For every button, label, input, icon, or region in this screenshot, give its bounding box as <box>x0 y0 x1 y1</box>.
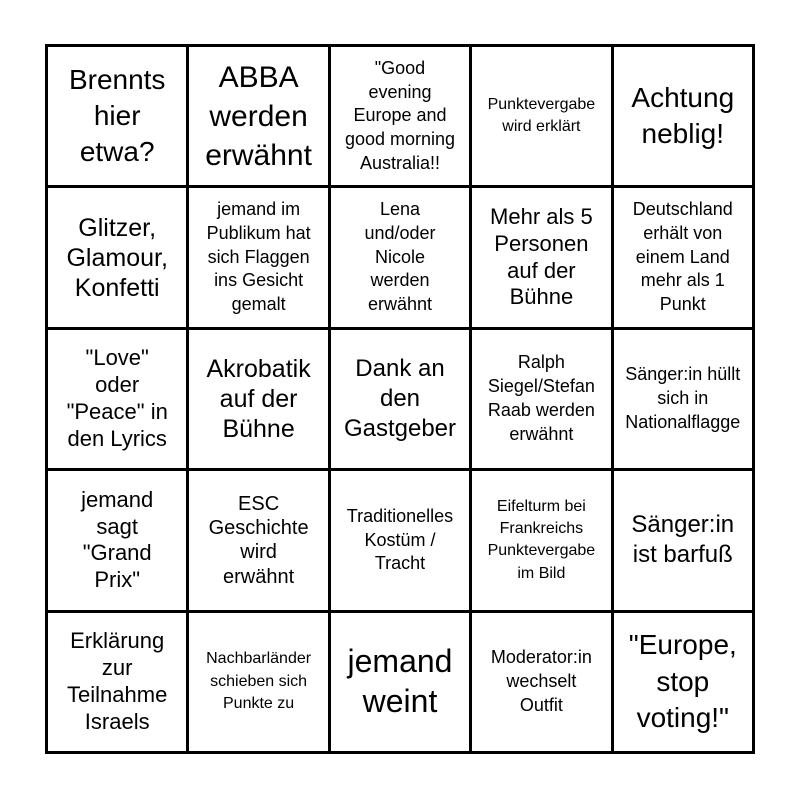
bingo-cell-text: Erklärung zur Teilnahme Israels <box>67 628 168 734</box>
bingo-cell[interactable] <box>614 613 752 751</box>
bingo-cell[interactable] <box>48 330 186 468</box>
bingo-cell[interactable] <box>331 188 469 326</box>
bingo-cell-text: Eifelturm bei Frankreichs Punktevergabe im Bild <box>487 497 596 582</box>
bingo-cell[interactable] <box>189 47 327 185</box>
bingo-cell[interactable] <box>189 471 327 609</box>
bingo-cell-text: Lena und/oder Nicole werden erwähnt <box>364 199 436 315</box>
bingo-cell-text: Deutschland erhält von einem Land mehr als 1 Punkt <box>632 199 733 315</box>
bingo-cell[interactable] <box>331 613 469 751</box>
bingo-cell-text: ABBA werden erwähnt <box>205 60 312 172</box>
bingo-cell-text: Glitzer, Glamour, Konfetti <box>66 213 168 302</box>
bingo-cell-text: jemand sagt "Grand Prix" <box>81 486 154 593</box>
bingo-cell-text: Moderator:in wechselt Outfit <box>490 647 592 715</box>
bingo-cell[interactable] <box>48 47 186 185</box>
bingo-cell-text: Achtung neblig! <box>631 81 735 150</box>
bingo-cell-text: Sänger:in hüllt sich in Nationalflagge <box>625 364 741 432</box>
bingo-cell[interactable] <box>189 330 327 468</box>
bingo-cell-text: Nachbarländer schieben sich Punkte zu <box>206 650 312 712</box>
bingo-cell[interactable] <box>189 188 327 326</box>
bingo-cell[interactable] <box>48 188 186 326</box>
bingo-cell-text: Dank an den Gastgeber <box>343 354 457 443</box>
bingo-cell[interactable] <box>472 613 610 751</box>
bingo-cell-text: "Europe, stop voting!" <box>628 629 737 733</box>
bingo-cell-text: Mehr als 5 Personen auf der Bühne <box>490 203 593 310</box>
bingo-cell[interactable] <box>614 330 752 468</box>
bingo-cell-text: "Love" oder "Peace" in den Lyrics <box>66 345 168 451</box>
bingo-cell[interactable] <box>614 471 752 609</box>
bingo-cell[interactable] <box>48 471 186 609</box>
bingo-cell[interactable] <box>189 613 327 751</box>
bingo-cell-text: ESC Geschichte wird erwähnt <box>208 492 309 588</box>
bingo-cell-text: Traditionelles Kostüm / Tracht <box>346 505 454 574</box>
bingo-board <box>45 44 755 754</box>
bingo-cell[interactable] <box>331 471 469 609</box>
bingo-cell-text: Ralph Siegel/Stefan Raab werden erwähnt <box>487 352 595 444</box>
bingo-cell[interactable] <box>472 330 610 468</box>
bingo-cell[interactable] <box>48 613 186 751</box>
bingo-cell[interactable] <box>614 47 752 185</box>
bingo-cell-text: jemand im Publikum hat sich Flaggen ins Gesicht gemalt <box>206 199 311 315</box>
bingo-cell-text: Brennts hier etwa? <box>68 63 166 168</box>
bingo-cell[interactable] <box>472 188 610 326</box>
bingo-cell-text: Akrobatik auf der Bühne <box>206 354 311 443</box>
bingo-cell[interactable] <box>331 330 469 468</box>
bingo-cell-text: jemand weint <box>347 643 453 719</box>
bingo-cell[interactable] <box>614 188 752 326</box>
bingo-cell-text: "Good evening Europe and good morning Australia!! <box>344 57 456 173</box>
bingo-cell[interactable] <box>331 47 469 185</box>
bingo-cell[interactable] <box>472 47 610 185</box>
bingo-cell-text: Sänger:in ist barfuß <box>631 511 735 569</box>
bingo-cell[interactable] <box>472 471 610 609</box>
bingo-cell-text: Punktevergabe wird erklärt <box>487 95 596 136</box>
